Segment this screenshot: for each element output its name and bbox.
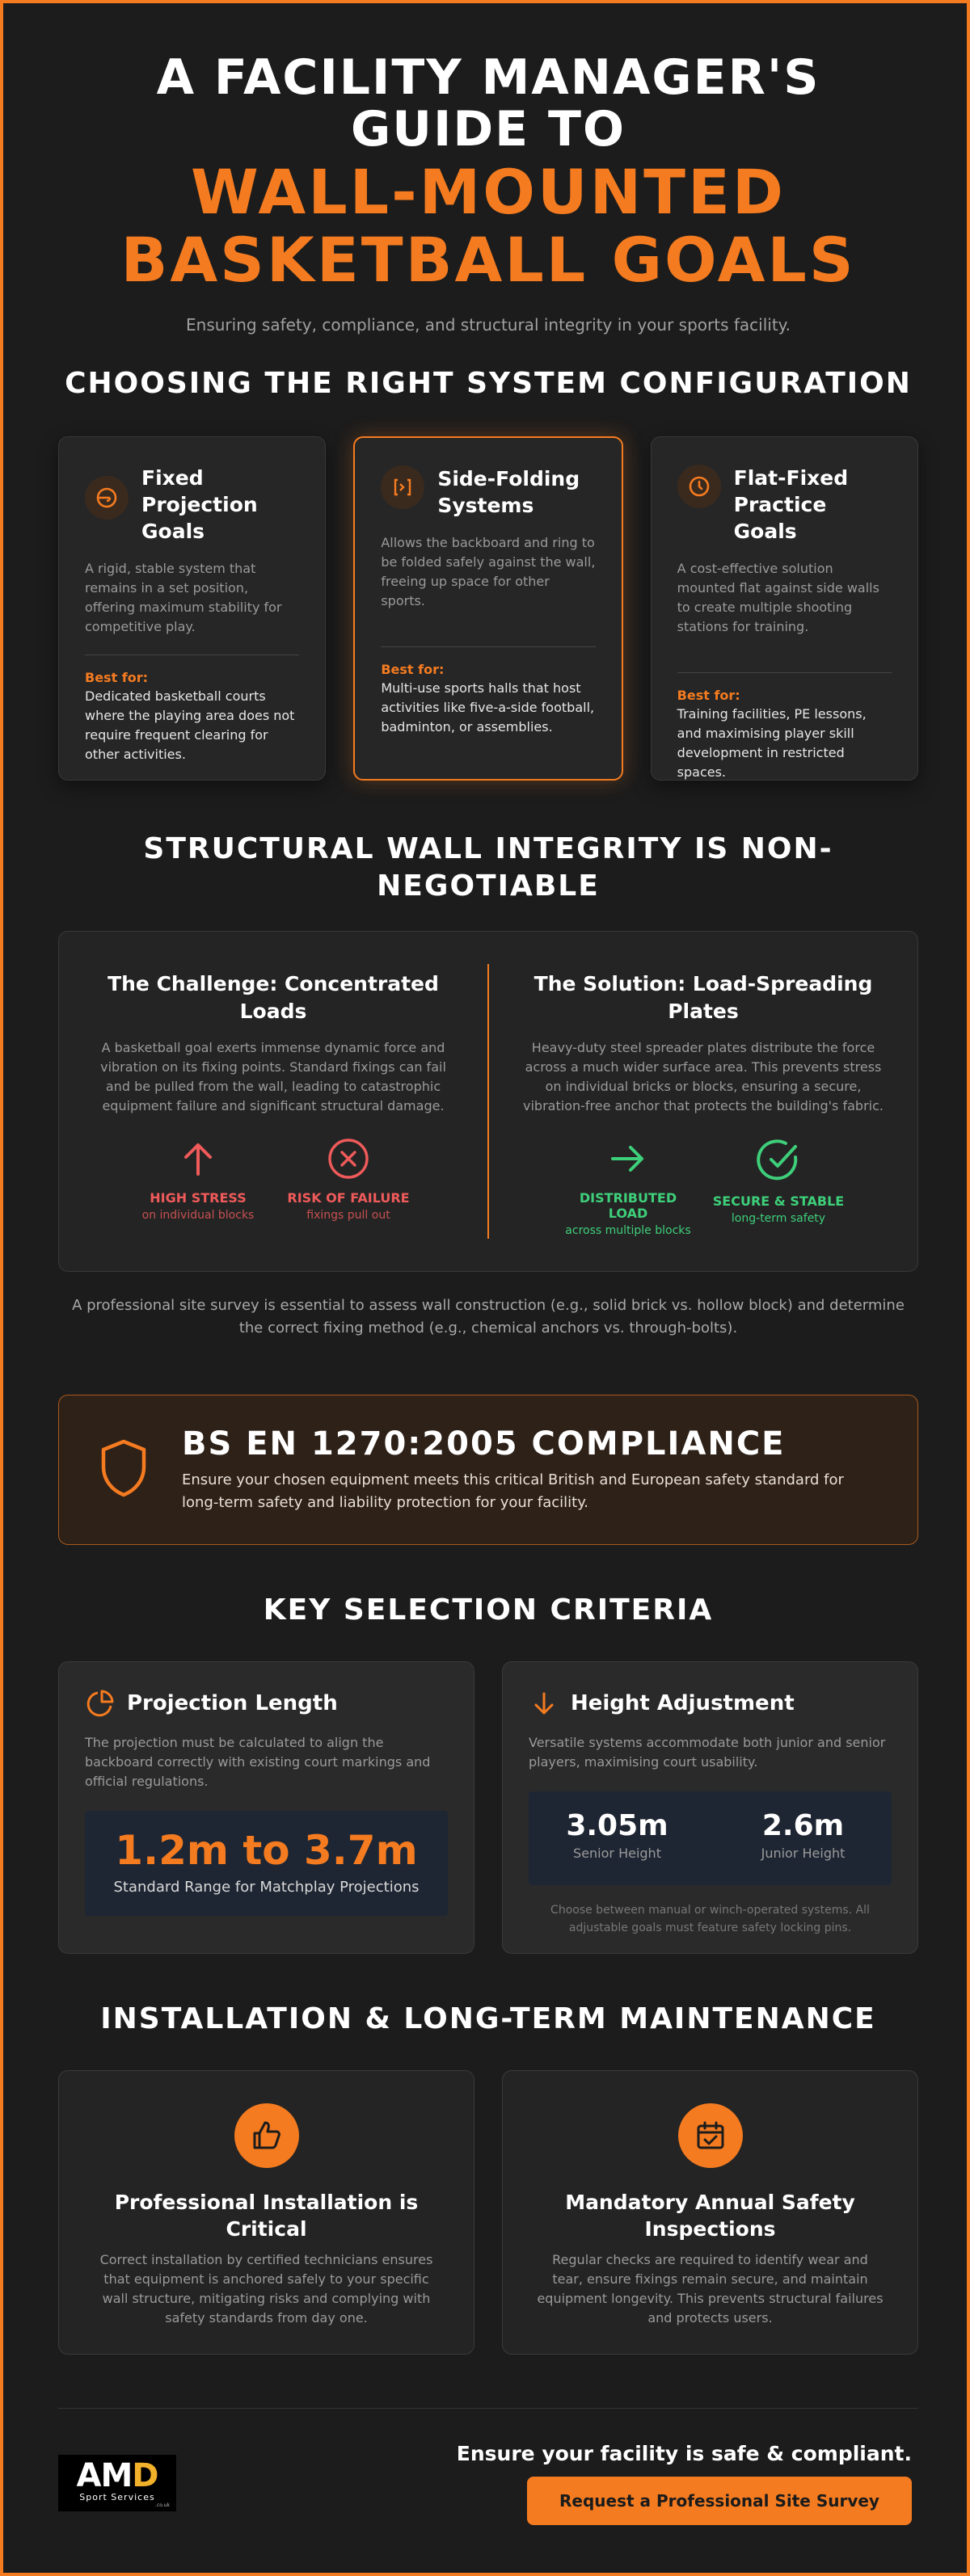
config-card-desc: A cost-effective solution mounted flat against side walls to create multiple shooting stations for training. — [677, 561, 879, 634]
config-card-side-folding — [353, 436, 622, 781]
hero-title-line1: A FACILITY MANAGER'S — [156, 49, 820, 106]
height-title: Height Adjustment — [571, 1691, 795, 1715]
footer-cta-area — [457, 2442, 912, 2525]
survey-note: A professional site survey is essential to assess wall construction (e.g., solid brick vs. hollow block) and determine the correct fixing method (e.g., chemical anchors vs. through-bolts). — [72, 1297, 905, 1336]
arrow-down-icon — [529, 1688, 559, 1719]
challenge-title: The Challenge: Concentrated Loads — [108, 972, 439, 1023]
stat-sublabel: long-term safety — [731, 1212, 826, 1225]
risk-of-failure-stat — [280, 1137, 417, 1222]
config-card-title: Flat-Fixed Practice Goals — [733, 466, 849, 543]
config-section-title: CHOOSING THE RIGHT SYSTEM CONFIGURATION — [65, 367, 912, 400]
structure-title-line2: NEGOTIABLE — [377, 869, 600, 903]
best-for-label: Best for: — [677, 688, 740, 703]
hero — [58, 49, 918, 335]
half-circle-icon — [85, 476, 129, 520]
config-card-title: Side-Folding Systems — [437, 467, 580, 517]
senior-height — [549, 1809, 686, 1885]
logo-d: D — [132, 2457, 158, 2494]
inspection-card — [502, 2070, 918, 2355]
compliance-text: Ensure your chosen equipment meets this critical British and European safety standard for long-term safety and liability protection for your facility. — [182, 1471, 844, 1511]
installation-title: Professional Installation is Critical — [114, 2191, 419, 2241]
company-logo[interactable] — [58, 2455, 176, 2511]
logo-subtext: Sport Services — [79, 2492, 155, 2502]
divider — [381, 646, 595, 647]
logo-am: AM — [76, 2457, 133, 2494]
structure-panel — [58, 931, 918, 1272]
best-for-text: Training facilities, PE lessons, and maximising player skill development in restricted spaces. — [677, 706, 867, 780]
thumbs-up-icon — [234, 2103, 299, 2168]
height-note: Choose between manual or winch-operated systems. All adjustable goals must feature safety locking pins. — [550, 1904, 870, 1934]
solution-text: Heavy-duty steel spreader plates distribute the force across a much wider surface area. This prevents stress on individual bricks or blocks, ensuring a secure, vibration-free anchor that protects the building's fabric. — [523, 1040, 884, 1113]
structure-section-title — [58, 831, 918, 905]
hero-subtitle: Ensuring safety, compliance, and structural integrity in your sports facility. — [186, 315, 791, 335]
pie-chart-icon — [85, 1688, 116, 1719]
arrow-right-icon — [606, 1137, 650, 1181]
calendar-check-icon — [678, 2103, 743, 2168]
senior-height-value: 3.05m — [566, 1809, 668, 1842]
solution-column — [489, 932, 917, 1271]
config-card-fixed — [58, 436, 326, 781]
config-card-flat-fixed — [651, 436, 918, 781]
hero-title-line3: WALL-MOUNTED — [190, 156, 787, 228]
projection-title: Projection Length — [127, 1691, 338, 1715]
inspection-title: Mandatory Annual Safety Inspections — [565, 2191, 855, 2241]
installation-card — [58, 2070, 474, 2355]
logo-domain: .co.uk — [155, 2502, 170, 2508]
config-card-title: Fixed Projection Goals — [141, 466, 258, 543]
height-values-box — [529, 1791, 892, 1885]
fold-arrows-icon — [381, 465, 424, 509]
compliance-banner — [58, 1395, 918, 1545]
height-text: Versatile systems accommodate both junior and senior players, maximising court usability. — [529, 1735, 886, 1770]
arrow-up-icon — [176, 1137, 220, 1181]
inspection-text: Regular checks are required to identify wear and tear, ensure fixings remain secure, and maintain equipment longevity. This prevents structural failures and protects users. — [537, 2252, 884, 2326]
best-for-text: Dedicated basketball courts where the playing area does not require frequent clearing for other activities. — [85, 688, 295, 762]
projection-text: The projection must be calculated to align the backboard correctly with existing court markings and official regulations. — [85, 1735, 431, 1789]
stat-label: RISK OF FAILURE — [287, 1190, 410, 1206]
shield-icon — [98, 1437, 159, 1502]
config-card-desc: Allows the backboard and ring to be folded safely against the wall, freeing up space for other sports. — [381, 535, 596, 608]
stat-label: SECURE & STABLE — [712, 1193, 845, 1209]
footer-tagline: Ensure your facility is safe & compliant. — [456, 2442, 912, 2465]
height-adjustment-card — [502, 1661, 918, 1954]
hero-title-line2: GUIDE TO — [351, 101, 626, 158]
install-cards — [58, 2070, 918, 2355]
footer-divider — [58, 2408, 918, 2409]
hero-title-line4: BASKETBALL GOALS — [120, 224, 856, 296]
stat-sublabel: fixings pull out — [306, 1209, 390, 1222]
compliance-title: BS EN 1270:2005 COMPLIANCE — [182, 1425, 786, 1463]
criteria-cards — [58, 1661, 918, 1954]
best-for-label: Best for: — [381, 662, 445, 677]
projection-range-value: 1.2m to 3.7m — [115, 1827, 418, 1874]
stat-sublabel: on individual blocks — [141, 1209, 255, 1222]
junior-height-value: 2.6m — [761, 1809, 845, 1842]
solution-title: The Solution: Load-Spreading Plates — [534, 972, 873, 1023]
junior-height-label: Junior Height — [761, 1846, 846, 1861]
clock-icon — [677, 465, 721, 508]
secure-stable-stat — [710, 1137, 847, 1237]
structure-title-line1: STRUCTURAL WALL INTEGRITY IS NON- — [143, 832, 833, 865]
distributed-load-stat — [559, 1137, 697, 1237]
projection-length-card — [58, 1661, 474, 1954]
senior-height-label: Senior Height — [573, 1846, 661, 1861]
stat-label: HIGH STRESS — [150, 1190, 247, 1206]
check-circle-icon — [755, 1137, 802, 1184]
request-survey-button[interactable]: Request a Professional Site Survey — [527, 2477, 912, 2525]
install-section-title: INSTALLATION & LONG-TERM MAINTENANCE — [100, 2002, 876, 2035]
config-cards — [58, 436, 918, 781]
high-stress-stat — [129, 1137, 267, 1222]
projection-range-label: Standard Range for Matchplay Projections — [113, 1879, 420, 1896]
challenge-column — [59, 932, 487, 1271]
challenge-text: A basketball goal exerts immense dynamic force and vibration on its fixing points. Standard fixings can fail and be pulled from the wall, leading to catastrophic equipment failure and significant structural damage. — [100, 1040, 446, 1113]
best-for-label: Best for: — [85, 670, 149, 685]
junior-height — [735, 1809, 872, 1885]
config-card-desc: A rigid, stable system that remains in a set position, offering maximum stability for competitive play. — [85, 561, 282, 634]
stat-sublabel: across multiple blocks — [565, 1224, 691, 1237]
divider — [677, 672, 892, 673]
criteria-section-title: KEY SELECTION CRITERIA — [263, 1593, 714, 1627]
stat-label: DISTRIBUTED LOAD — [579, 1190, 677, 1221]
installation-text: Correct installation by certified technicians ensures that equipment is anchored safely to your specific wall structure, mitigating risks and complying with safety standards from day one. — [99, 2252, 433, 2326]
x-circle-icon — [327, 1137, 370, 1181]
projection-range-box — [85, 1811, 448, 1916]
best-for-text: Multi-use sports halls that host activities like five-a-side football, badminton, or assemblies. — [381, 680, 595, 734]
